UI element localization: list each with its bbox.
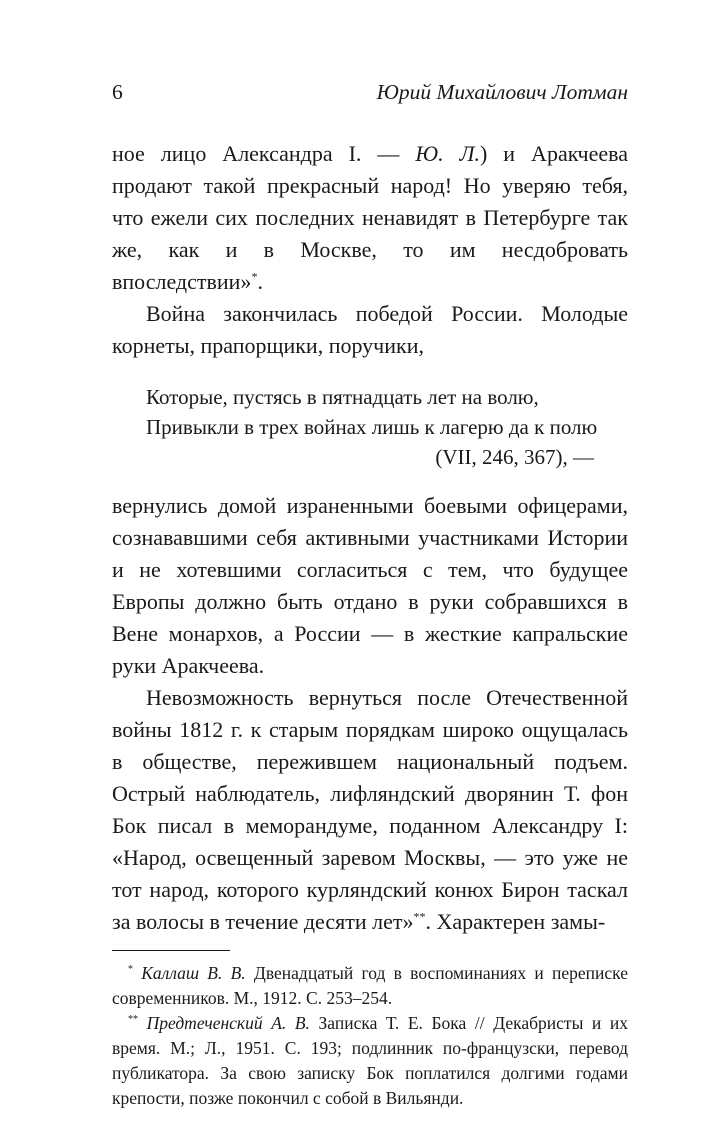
footnote-1-author: Каллаш В. В. (141, 963, 246, 983)
footnote-1-mark: * (128, 964, 133, 976)
footnote-2 (112, 1011, 628, 1111)
footnote-ref-2: ** (413, 909, 426, 924)
footnote-ref-1: * (251, 269, 258, 284)
paragraph-3: вернулись домой израненными боевыми офицерами, сознававшими себя активными участниками Истории и не хотевшими согласиться с тем, что будущее Европы должно быть отдано в руки собравшихся в Вене монархов, а России — в жесткие капральские руки Аракчеева. (112, 493, 628, 678)
main-text (112, 138, 628, 938)
verse-line-1: Которые, пустясь в пятнадцать лет на волю, (146, 385, 539, 409)
footnote-2-text: Записка Т. Е. Бока // Декабристы и их время. М.; Л., 1951. С. 193; подлинник по-французски, перевод публикатора. За свою записку Бок поплатился долгими годами крепости, позже покончил с собой в Вильянди. (112, 1013, 629, 1108)
book-page (112, 80, 628, 1111)
page-number: 6 (112, 80, 123, 104)
paragraph-1-editor-initials: Ю. Л. (415, 141, 480, 166)
paragraph-1-end: . (257, 269, 263, 294)
running-title: Юрий Михайлович Лотман (376, 80, 628, 104)
footnote-divider (112, 950, 230, 951)
verse-line-2: Привыкли в трех войнах лишь к лагерю да к полю (146, 415, 598, 439)
footnote-1-text: Двенадцатый год в воспоминаниях и переписке современников. М., 1912. С. 253–254. (112, 963, 628, 1008)
paragraph-1-text-a: ное лицо Александра I. — (112, 141, 416, 166)
paragraph-4-end: . Характерен замы- (425, 909, 606, 934)
running-head (112, 80, 628, 114)
footnotes (112, 961, 628, 1111)
verse-reference: (VII, 246, 367), — (435, 445, 594, 469)
paragraph-4-text: Невозможность вернуться после Отечественной войны 1812 г. к старым порядкам широко ощущалась в обществе, пережившем национальный подъем. Острый наблюдатель, лифляндский дворянин Т. фон Бок писал в меморандуме, поданном Александру I: «Народ, освещенный заревом Москвы, — это уже не тот народ, которого курляндский конюх Бирон таскал за волосы в течение десяти лет» (112, 685, 628, 934)
verse-quote (146, 382, 612, 472)
paragraph-2: Война закончилась победой России. Молодые корнеты, прапорщики, поручики, (112, 301, 628, 358)
footnote-1 (112, 961, 628, 1011)
paragraph-4 (112, 682, 628, 938)
footnote-2-author: Предтеченский А. В. (146, 1013, 310, 1033)
paragraph-1 (112, 138, 628, 298)
paragraph-1-text-b: ) и Аракчеева продают такой прекрасный народ! Но уверяю тебя, что ежели сих последних ненавидят в Петербурге так же, как и в Москве, то им несдобровать впоследствии» (112, 141, 628, 294)
footnote-2-mark: ** (128, 1014, 138, 1026)
